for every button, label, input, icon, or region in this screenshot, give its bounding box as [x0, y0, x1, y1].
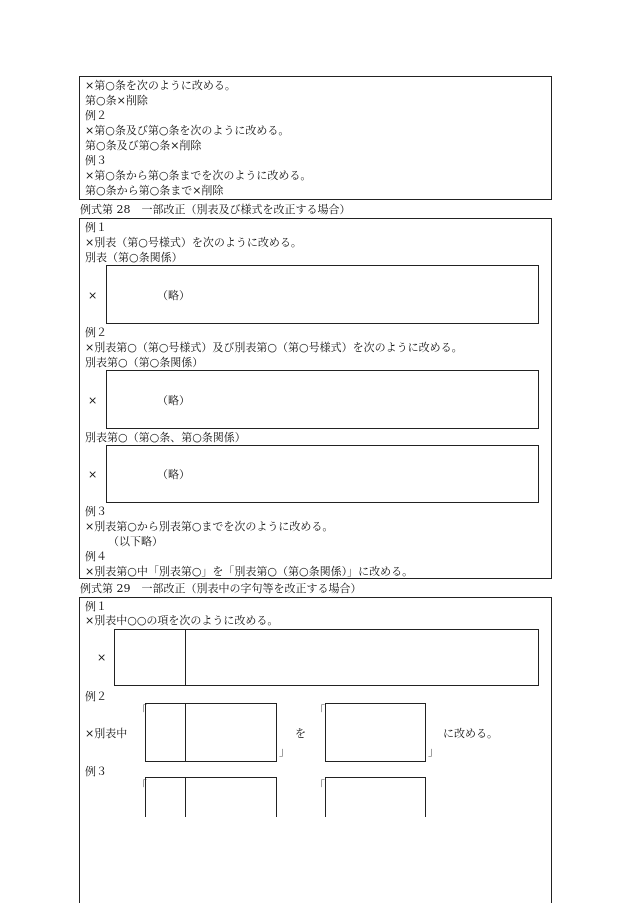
example-label: 例３ — [85, 765, 107, 778]
section-heading-29: 例式第 29 一部改正（別表中の字句等を改正する場合） — [80, 582, 362, 595]
text-line: ×別表第○から別表第○までを次のように改める。 — [85, 520, 334, 533]
table-placeholder-box — [145, 777, 277, 817]
text-line: ×第○条から第○条までを次のように改める。 — [85, 169, 312, 182]
example-label: 例１ — [85, 600, 107, 613]
table-placeholder-box — [145, 703, 277, 762]
text-line: 第○条及び第○条×削除 — [85, 139, 202, 152]
text-line: ×別表第○中「別表第○」を「別表第○（第○条関係）」に改める。 — [85, 565, 414, 578]
table-placeholder-box — [114, 629, 539, 686]
omitted-text: （略） — [157, 394, 190, 407]
example-label: 例３ — [85, 154, 107, 167]
omitted-text: （以下略） — [108, 535, 163, 548]
table-placeholder-box — [325, 777, 426, 817]
text-line: ×別表中 — [85, 727, 128, 740]
table-placeholder-box — [325, 703, 426, 762]
text-line: に改める。 — [443, 727, 498, 740]
text-line: 別表（第○条関係） — [85, 251, 183, 264]
open-quote: 「 — [136, 779, 147, 792]
cross-mark: × — [88, 394, 98, 407]
example-label: 例２ — [85, 690, 107, 703]
text-line: 第○条×削除 — [85, 94, 148, 107]
example-label: 例２ — [85, 326, 107, 339]
example-label: 例３ — [85, 505, 107, 518]
particle-wo: を — [295, 727, 306, 740]
omitted-text: （略） — [157, 289, 190, 302]
text-line: ×第○条及び第○条を次のように改める。 — [85, 124, 290, 137]
cross-mark: × — [88, 468, 98, 481]
text-line: ×別表第○（第○号様式）及び別表第○（第○号様式）を次のように改める。 — [85, 341, 463, 354]
example-label: 例１ — [85, 221, 107, 234]
table-column-divider — [185, 777, 186, 817]
close-quote: 」 — [279, 745, 290, 758]
text-line: ×別表中○○の項を次のように改める。 — [85, 614, 279, 627]
text-line: ×別表（第○号様式）を次のように改める。 — [85, 236, 302, 249]
text-line: 第○条から第○条まで×削除 — [85, 184, 224, 197]
table-column-divider — [185, 703, 186, 762]
open-quote: 「 — [314, 779, 325, 792]
cross-mark: × — [97, 651, 107, 664]
text-line: ×第○条を次のように改める。 — [85, 79, 236, 92]
section-heading-28: 例式第 28 一部改正（別表及び様式を改正する場合） — [80, 203, 351, 216]
omitted-text: （略） — [157, 468, 190, 481]
open-quote: 「 — [314, 704, 325, 717]
example-label: 例２ — [85, 109, 107, 122]
table-column-divider — [185, 629, 186, 686]
text-line: 別表第○（第○条関係） — [85, 356, 204, 369]
text-line: 別表第○（第○条、第○条関係） — [85, 431, 246, 444]
open-quote: 「 — [136, 704, 147, 717]
example-label: 例４ — [85, 550, 107, 563]
close-quote: 」 — [428, 745, 439, 758]
cross-mark: × — [88, 289, 98, 302]
